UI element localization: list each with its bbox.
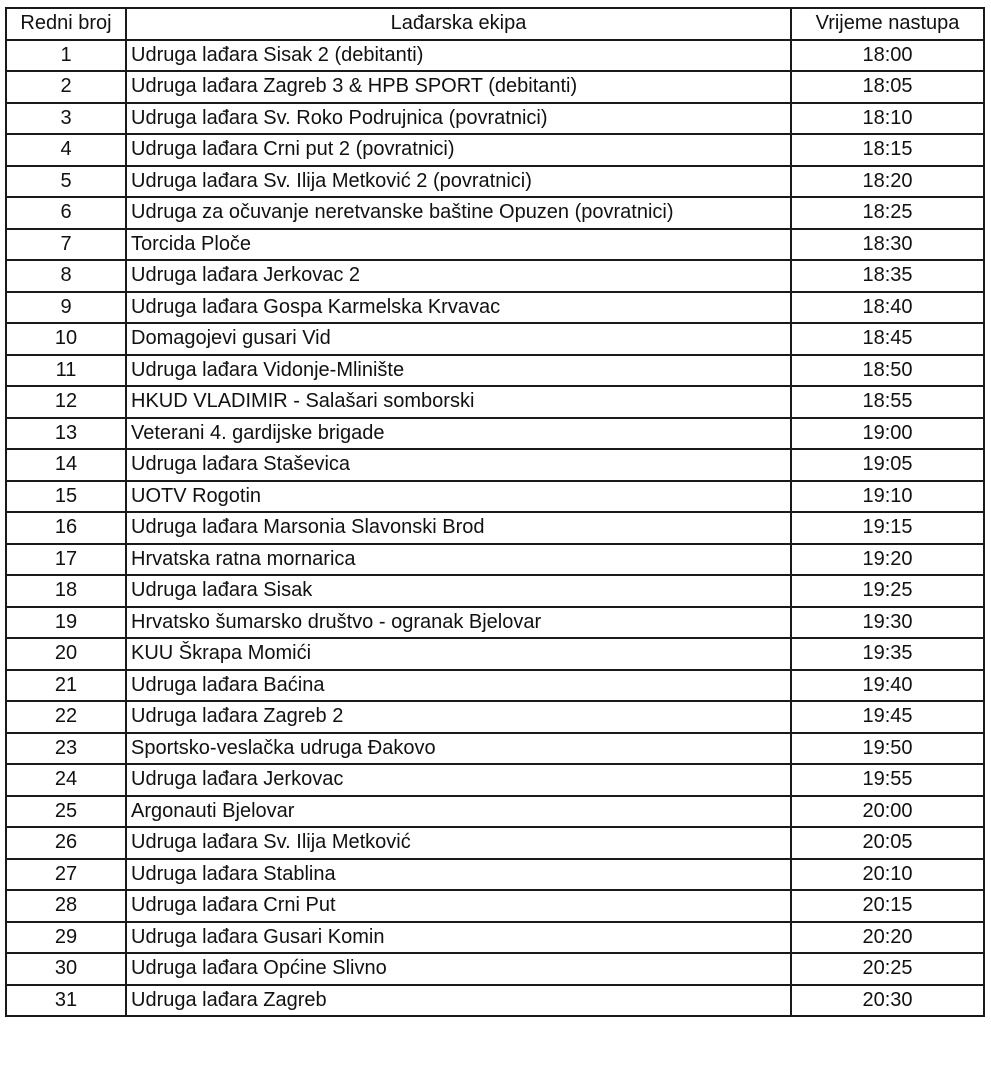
table-row xyxy=(6,418,984,450)
row-time-text: 20:15 xyxy=(862,894,913,917)
row-number-cell xyxy=(6,355,126,387)
row-number-text: 22 xyxy=(54,705,78,728)
row-time-text: 18:15 xyxy=(862,138,913,161)
row-number-text: 9 xyxy=(60,295,72,318)
row-team-text: Torcida Ploče xyxy=(131,232,252,255)
row-team-text: Udruga lađara Zagreb 3 & HPB SPORT (debitanti) xyxy=(131,75,578,98)
row-time-cell xyxy=(791,449,984,481)
row-time-cell xyxy=(791,922,984,954)
row-number-cell xyxy=(6,859,126,891)
row-time-cell xyxy=(791,827,984,859)
row-time-text: 18:40 xyxy=(862,295,913,318)
table-row xyxy=(6,512,984,544)
table-row xyxy=(6,386,984,418)
row-team-text: KUU Škrapa Momići xyxy=(131,642,312,665)
row-number-text: 7 xyxy=(60,232,72,255)
row-team-cell xyxy=(126,796,791,828)
table-row xyxy=(6,796,984,828)
row-team-text: Udruga lađara Vidonje-Mlinište xyxy=(131,358,405,381)
row-number-cell xyxy=(6,134,126,166)
row-team-cell xyxy=(126,449,791,481)
row-number-text: 13 xyxy=(54,421,78,444)
row-time-text: 19:20 xyxy=(862,547,913,570)
row-number-text: 21 xyxy=(54,673,78,696)
row-time-cell xyxy=(791,323,984,355)
row-time-text: 19:05 xyxy=(862,453,913,476)
row-number-cell xyxy=(6,922,126,954)
table-row xyxy=(6,922,984,954)
table-row xyxy=(6,859,984,891)
row-time-text: 18:25 xyxy=(862,201,913,224)
row-number-text: 6 xyxy=(60,201,72,224)
row-team-cell xyxy=(126,355,791,387)
table-row xyxy=(6,229,984,261)
row-number-cell xyxy=(6,575,126,607)
row-time-cell xyxy=(791,418,984,450)
row-team-cell xyxy=(126,323,791,355)
row-team-text: Udruga lađara Stablina xyxy=(131,862,336,885)
row-team-text: Sportsko-veslačka udruga Đakovo xyxy=(131,736,436,759)
row-time-text: 18:00 xyxy=(862,43,913,66)
row-number-cell xyxy=(6,512,126,544)
row-time-cell xyxy=(791,670,984,702)
row-team-text: Udruga lađara Gusari Komin xyxy=(131,925,385,948)
row-team-text: Udruga lađara Gospa Karmelska Krvavac xyxy=(131,295,501,318)
table-row xyxy=(6,134,984,166)
row-team-text: Udruga lađara Zagreb 2 xyxy=(131,705,344,728)
row-number-text: 18 xyxy=(54,579,78,602)
table-row xyxy=(6,292,984,324)
row-team-text: Udruga lađara Crni Put xyxy=(131,894,336,917)
row-time-text: 19:25 xyxy=(862,579,913,602)
row-number-cell xyxy=(6,827,126,859)
row-number-cell xyxy=(6,229,126,261)
row-team-cell xyxy=(126,197,791,229)
row-number-text: 1 xyxy=(60,43,72,66)
row-time-text: 20:20 xyxy=(862,925,913,948)
row-team-text: Udruga lađara Baćina xyxy=(131,673,325,696)
row-time-cell xyxy=(791,985,984,1017)
row-time-cell xyxy=(791,544,984,576)
row-number-text: 8 xyxy=(60,264,72,287)
row-time-cell xyxy=(791,355,984,387)
row-time-cell xyxy=(791,796,984,828)
row-number-cell xyxy=(6,607,126,639)
row-team-cell xyxy=(126,859,791,891)
row-number-text: 15 xyxy=(54,484,78,507)
row-time-cell xyxy=(791,134,984,166)
row-time-cell xyxy=(791,890,984,922)
row-team-cell xyxy=(126,890,791,922)
row-team-cell xyxy=(126,134,791,166)
row-team-cell xyxy=(126,544,791,576)
row-team-cell xyxy=(126,922,791,954)
row-team-cell xyxy=(126,701,791,733)
table-row xyxy=(6,890,984,922)
row-time-cell xyxy=(791,386,984,418)
row-time-cell xyxy=(791,71,984,103)
row-team-cell xyxy=(126,733,791,765)
row-time-text: 19:35 xyxy=(862,642,913,665)
row-team-cell xyxy=(126,512,791,544)
row-team-cell xyxy=(126,827,791,859)
table-row xyxy=(6,197,984,229)
row-time-text: 20:05 xyxy=(862,831,913,854)
row-team-cell xyxy=(126,670,791,702)
row-number-cell xyxy=(6,670,126,702)
row-team-cell xyxy=(126,985,791,1017)
row-time-text: 19:10 xyxy=(862,484,913,507)
row-team-text: Udruga lađara Staševica xyxy=(131,453,351,476)
row-number-cell xyxy=(6,40,126,72)
row-time-text: 19:45 xyxy=(862,705,913,728)
row-team-text: UOTV Rogotin xyxy=(131,484,262,507)
row-number-cell xyxy=(6,638,126,670)
row-team-text: Udruga lađara Crni put 2 (povratnici) xyxy=(131,138,455,161)
row-number-text: 24 xyxy=(54,768,78,791)
row-team-text: Hrvatska ratna mornarica xyxy=(131,547,356,570)
row-time-cell xyxy=(791,481,984,513)
row-number-text: 4 xyxy=(60,138,72,161)
row-number-cell xyxy=(6,701,126,733)
schedule-table xyxy=(5,7,985,1017)
row-number-cell xyxy=(6,890,126,922)
table-row xyxy=(6,71,984,103)
row-team-text: Udruga lađara Jerkovac 2 xyxy=(131,264,361,287)
schedule-sheet xyxy=(5,7,985,1017)
row-time-text: 18:30 xyxy=(862,232,913,255)
row-team-text: Udruga lađara Sv. Roko Podrujnica (povratnici) xyxy=(131,106,548,129)
row-time-cell xyxy=(791,575,984,607)
row-team-cell xyxy=(126,103,791,135)
row-team-text: Udruga lađara Sisak 2 (debitanti) xyxy=(131,43,424,66)
row-team-cell xyxy=(126,71,791,103)
table-row xyxy=(6,481,984,513)
row-time-cell xyxy=(791,229,984,261)
row-time-cell xyxy=(791,953,984,985)
row-time-cell xyxy=(791,701,984,733)
row-number-cell xyxy=(6,481,126,513)
row-team-cell xyxy=(126,607,791,639)
row-team-text: Domagojevi gusari Vid xyxy=(131,327,331,350)
row-time-text: 18:05 xyxy=(862,75,913,98)
row-team-text: Hrvatsko šumarsko društvo - ogranak Bjelovar xyxy=(131,610,542,633)
row-number-cell xyxy=(6,733,126,765)
row-number-cell xyxy=(6,71,126,103)
header-row xyxy=(6,8,984,40)
row-time-text: 19:50 xyxy=(862,736,913,759)
table-row xyxy=(6,638,984,670)
row-team-cell xyxy=(126,764,791,796)
row-number-cell xyxy=(6,386,126,418)
row-time-text: 18:45 xyxy=(862,327,913,350)
row-number-cell xyxy=(6,292,126,324)
row-time-cell xyxy=(791,607,984,639)
row-number-text: 26 xyxy=(54,831,78,854)
row-number-text: 31 xyxy=(54,988,78,1011)
row-time-cell xyxy=(791,197,984,229)
table-row xyxy=(6,355,984,387)
row-time-text: 18:50 xyxy=(862,358,913,381)
row-number-cell xyxy=(6,796,126,828)
row-number-text: 29 xyxy=(54,925,78,948)
row-time-text: 20:00 xyxy=(862,799,913,822)
row-time-cell xyxy=(791,40,984,72)
row-number-cell xyxy=(6,323,126,355)
row-number-text: 3 xyxy=(60,106,72,129)
row-number-cell xyxy=(6,418,126,450)
table-row xyxy=(6,544,984,576)
table-row xyxy=(6,764,984,796)
row-team-cell xyxy=(126,40,791,72)
row-time-cell xyxy=(791,260,984,292)
row-number-text: 14 xyxy=(54,453,78,476)
header-time: Vrijeme nastupa xyxy=(791,8,984,40)
row-time-text: 19:40 xyxy=(862,673,913,696)
row-number-cell xyxy=(6,764,126,796)
row-number-text: 10 xyxy=(54,327,78,350)
table-row xyxy=(6,260,984,292)
table-body xyxy=(6,40,984,1017)
table-row xyxy=(6,953,984,985)
row-team-text: Udruga lađara Jerkovac xyxy=(131,768,344,791)
row-team-cell xyxy=(126,638,791,670)
row-number-text: 23 xyxy=(54,736,78,759)
row-number-text: 17 xyxy=(54,547,78,570)
header-team: Lađarska ekipa xyxy=(126,8,791,40)
row-number-text: 25 xyxy=(54,799,78,822)
table-row xyxy=(6,166,984,198)
row-team-cell xyxy=(126,575,791,607)
row-number-text: 2 xyxy=(60,75,72,98)
row-team-text: Argonauti Bjelovar xyxy=(131,799,295,822)
row-time-cell xyxy=(791,103,984,135)
row-time-text: 19:30 xyxy=(862,610,913,633)
table-row xyxy=(6,103,984,135)
table-row xyxy=(6,40,984,72)
row-team-text: Veterani 4. gardijske brigade xyxy=(131,421,385,444)
table-row xyxy=(6,670,984,702)
row-number-text: 30 xyxy=(54,957,78,980)
row-time-text: 20:10 xyxy=(862,862,913,885)
row-team-cell xyxy=(126,260,791,292)
row-time-cell xyxy=(791,859,984,891)
table-row xyxy=(6,733,984,765)
row-number-cell xyxy=(6,953,126,985)
table-row xyxy=(6,323,984,355)
row-number-cell xyxy=(6,260,126,292)
table-row xyxy=(6,827,984,859)
row-time-text: 19:00 xyxy=(862,421,913,444)
row-team-cell xyxy=(126,953,791,985)
row-team-text: HKUD VLADIMIR - Salašari somborski xyxy=(131,390,475,413)
row-team-text: Udruga lađara Marsonia Slavonski Brod xyxy=(131,516,485,539)
row-time-text: 18:35 xyxy=(862,264,913,287)
header-number: Redni broj xyxy=(6,8,126,40)
row-team-text: Udruga lađara Općine Slivno xyxy=(131,957,387,980)
row-time-text: 20:25 xyxy=(862,957,913,980)
row-time-cell xyxy=(791,292,984,324)
row-number-text: 28 xyxy=(54,894,78,917)
row-team-text: Udruga lađara Sisak xyxy=(131,579,313,602)
row-number-text: 5 xyxy=(60,169,72,192)
row-time-text: 20:30 xyxy=(862,988,913,1011)
row-number-text: 16 xyxy=(54,516,78,539)
row-team-text: Udruga lađara Zagreb xyxy=(131,988,327,1011)
row-time-cell xyxy=(791,638,984,670)
row-time-text: 18:20 xyxy=(862,169,913,192)
row-number-text: 20 xyxy=(54,642,78,665)
row-team-text: Udruga za očuvanje neretvanske baštine Opuzen (povratnici) xyxy=(131,201,674,224)
row-number-cell xyxy=(6,166,126,198)
row-number-cell xyxy=(6,197,126,229)
table-row xyxy=(6,575,984,607)
row-time-cell xyxy=(791,166,984,198)
row-team-cell xyxy=(126,386,791,418)
row-time-text: 18:55 xyxy=(862,390,913,413)
row-number-text: 19 xyxy=(54,610,78,633)
row-team-cell xyxy=(126,229,791,261)
row-team-cell xyxy=(126,166,791,198)
table-row xyxy=(6,985,984,1017)
row-time-text: 19:55 xyxy=(862,768,913,791)
row-team-cell xyxy=(126,418,791,450)
table-row xyxy=(6,449,984,481)
table-row xyxy=(6,607,984,639)
row-team-text: Udruga lađara Sv. Ilija Metković 2 (povratnici) xyxy=(131,169,532,192)
row-team-cell xyxy=(126,292,791,324)
row-time-text: 18:10 xyxy=(862,106,913,129)
row-number-text: 12 xyxy=(54,390,78,413)
row-time-text: 19:15 xyxy=(862,516,913,539)
row-number-text: 27 xyxy=(54,862,78,885)
row-time-cell xyxy=(791,764,984,796)
row-team-text: Udruga lađara Sv. Ilija Metković xyxy=(131,831,411,854)
row-number-text: 11 xyxy=(55,358,77,381)
row-number-cell xyxy=(6,103,126,135)
row-team-cell xyxy=(126,481,791,513)
row-time-cell xyxy=(791,733,984,765)
row-number-cell xyxy=(6,449,126,481)
row-number-cell xyxy=(6,544,126,576)
table-row xyxy=(6,701,984,733)
row-number-cell xyxy=(6,985,126,1017)
row-time-cell xyxy=(791,512,984,544)
